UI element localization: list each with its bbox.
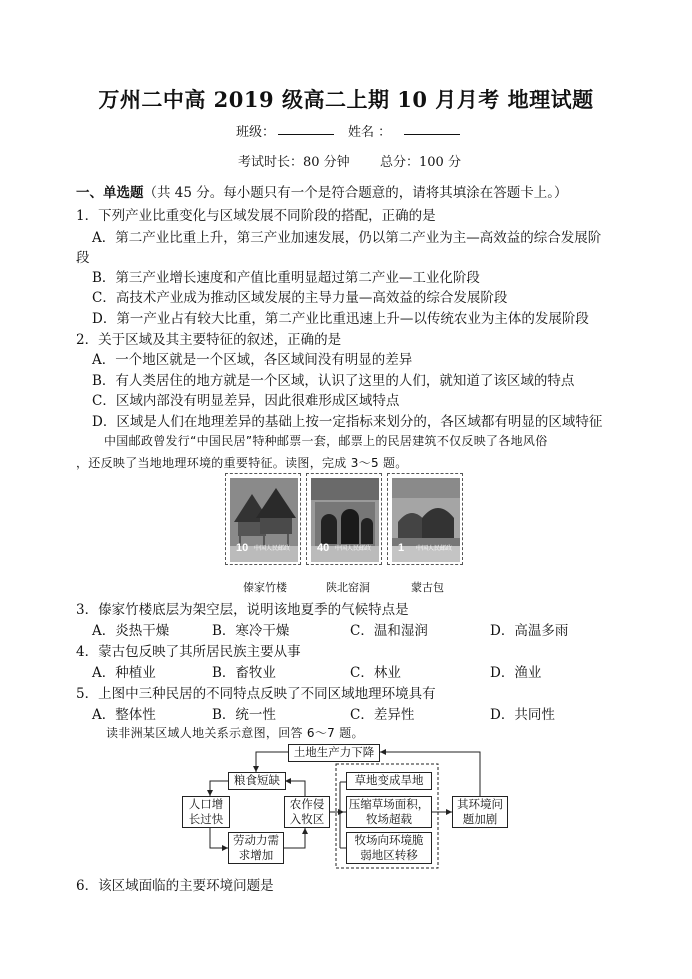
flow-labor-line2: 求增加 <box>238 848 274 862</box>
q1-option-d: D．第一产业占有较大比重，第二产业比重迅速上升—以传统农业为主体的发展阶段 <box>92 311 589 327</box>
q5-option-c: C．差异性 <box>350 707 415 723</box>
flow-crop-line1: 农作侵 <box>289 797 325 811</box>
q4-option-a: A．种植业 <box>92 665 156 681</box>
stamp-caption-dai: 傣家竹楼 <box>243 581 287 594</box>
flow-other-line1: 其环境问 <box>457 797 503 811</box>
q4-option-d: D．渔业 <box>490 665 542 681</box>
stamp-issuer: 中国人民邮政 <box>253 546 290 552</box>
q3-option-d: D．高温多雨 <box>490 623 569 639</box>
q5-option-d: D．共同性 <box>490 707 555 723</box>
q5-stem: 5．上图中三种民居的不同特点反映了不同区域地理环境具有 <box>76 686 436 702</box>
stamp-caption-yurt: 蒙古包 <box>411 581 444 594</box>
section-heading-rest: （共 45 分。每小题只有一个是符合题意的，请将其填涂在答题卡上。） <box>143 185 568 201</box>
flow-population-growth <box>182 796 230 828</box>
q2-option-c: C．区域内部没有明显差异，因此很难形成区域特点 <box>92 393 400 409</box>
section-heading-bold: 一、单选题 <box>76 185 144 201</box>
q4-option-c: C．林业 <box>350 665 401 681</box>
flow-grain-shortage: 粮食短缺 <box>228 772 286 790</box>
intro-3-5-line1: 中国邮政曾发行“中国民居”特种邮票一套，邮票上的民居建筑不仅反映了各地风俗 <box>104 434 548 448</box>
flow-migration-line2: 弱地区转移 <box>360 848 418 862</box>
q1-stem: 1．下列产业比重变化与区域发展不同阶段的搭配，正确的是 <box>76 208 436 224</box>
stamp-caption-shaanbei: 陕北窑洞 <box>326 581 370 594</box>
flow-crop-invasion <box>284 796 330 828</box>
q5-option-a: A．整体性 <box>92 707 156 723</box>
stamp-value: 10 <box>236 542 249 554</box>
intro-6-7: 读非洲某区域人地关系示意图，回答 6～7 题。 <box>106 726 364 740</box>
intro-3-5-line2: ，还反映了当地地理环境的重要特征。读图，完成 3～5 题。 <box>76 456 408 470</box>
total-score: 总分：100 分 <box>380 155 461 170</box>
q3-option-b: B．寒冷干燥 <box>212 623 290 639</box>
q3-option-c: C．温和湿润 <box>350 623 428 639</box>
flow-overgrazing <box>346 796 432 828</box>
flow-labor-demand <box>228 832 284 864</box>
flow-grassland-to-dryland: 草地变成旱地 <box>346 772 432 790</box>
q2-stem: 2．关于区域及其主要特征的叙述，正确的是 <box>76 332 342 348</box>
flow-labor-line1: 劳动力需 <box>233 833 279 847</box>
stamp-value: 1 <box>398 542 405 554</box>
q6-stem: 6．该区域面临的主要环境问题是 <box>76 878 274 894</box>
flow-pasture-migration <box>346 832 432 864</box>
q1-option-a: A．第二产业比重上升，第三产业加速发展，仍以第二产业为主—高效益的综合发展阶 <box>92 230 602 246</box>
q3-stem: 3．傣家竹楼底层为架空层，说明该地夏季的气候特点是 <box>76 602 409 618</box>
q5-option-b: B．统一性 <box>212 707 276 723</box>
q1-option-a-cont: 段 <box>76 250 90 266</box>
q1-option-c: C．高技术产业成为推动区域发展的主导力量—高效益的综合发展阶段 <box>92 290 508 306</box>
q3-option-a: A．炎热干燥 <box>92 623 170 639</box>
flow-overgrazing-line1: 压缩草场面积， <box>348 797 430 811</box>
stamp-issuer: 中国人民邮政 <box>415 546 452 552</box>
q4-stem: 4．蒙古包反映了其所居民族主要从事 <box>76 644 301 660</box>
flow-land-productivity: 土地生产力下降 <box>288 744 380 762</box>
flow-population-line1: 人口增 <box>188 797 224 811</box>
stamp-value: 40 <box>317 542 330 554</box>
q2-option-a: A．一个地区就是一个区域，各区域间没有明显的差异 <box>92 352 413 368</box>
q4-option-b: B．畜牧业 <box>212 665 276 681</box>
name-label: 姓名 ： <box>348 125 392 140</box>
flow-crop-line2: 入牧区 <box>289 812 325 826</box>
flow-other-env-problems <box>452 796 508 828</box>
q2-option-d: D．区域是人们在地理差异的基础上按一定指标来划分的，各区域都有明显的区域特征 <box>92 414 603 430</box>
flow-overgrazing-line2: 牧场超载 <box>366 812 412 826</box>
exam-time: 考试时长：80 分钟 <box>238 155 350 170</box>
page-title: 万州二中高 2019 级高二上期 10 月月考 地理试题 <box>98 87 594 112</box>
flow-other-line2: 题加剧 <box>462 812 498 826</box>
stamp-issuer: 中国人民邮政 <box>334 546 371 552</box>
flow-population-line2: 长过快 <box>188 812 224 826</box>
flow-migration-line1: 牧场向环境脆 <box>354 833 424 847</box>
class-label: 班级： <box>236 125 276 140</box>
q2-option-b: B．有人类居住的地方就是一个区域，认识了这里的人们，就知道了该区域的特点 <box>92 373 575 389</box>
q1-option-b: B．第三产业增长速度和产值比重明显超过第二产业—工业化阶段 <box>92 270 480 286</box>
